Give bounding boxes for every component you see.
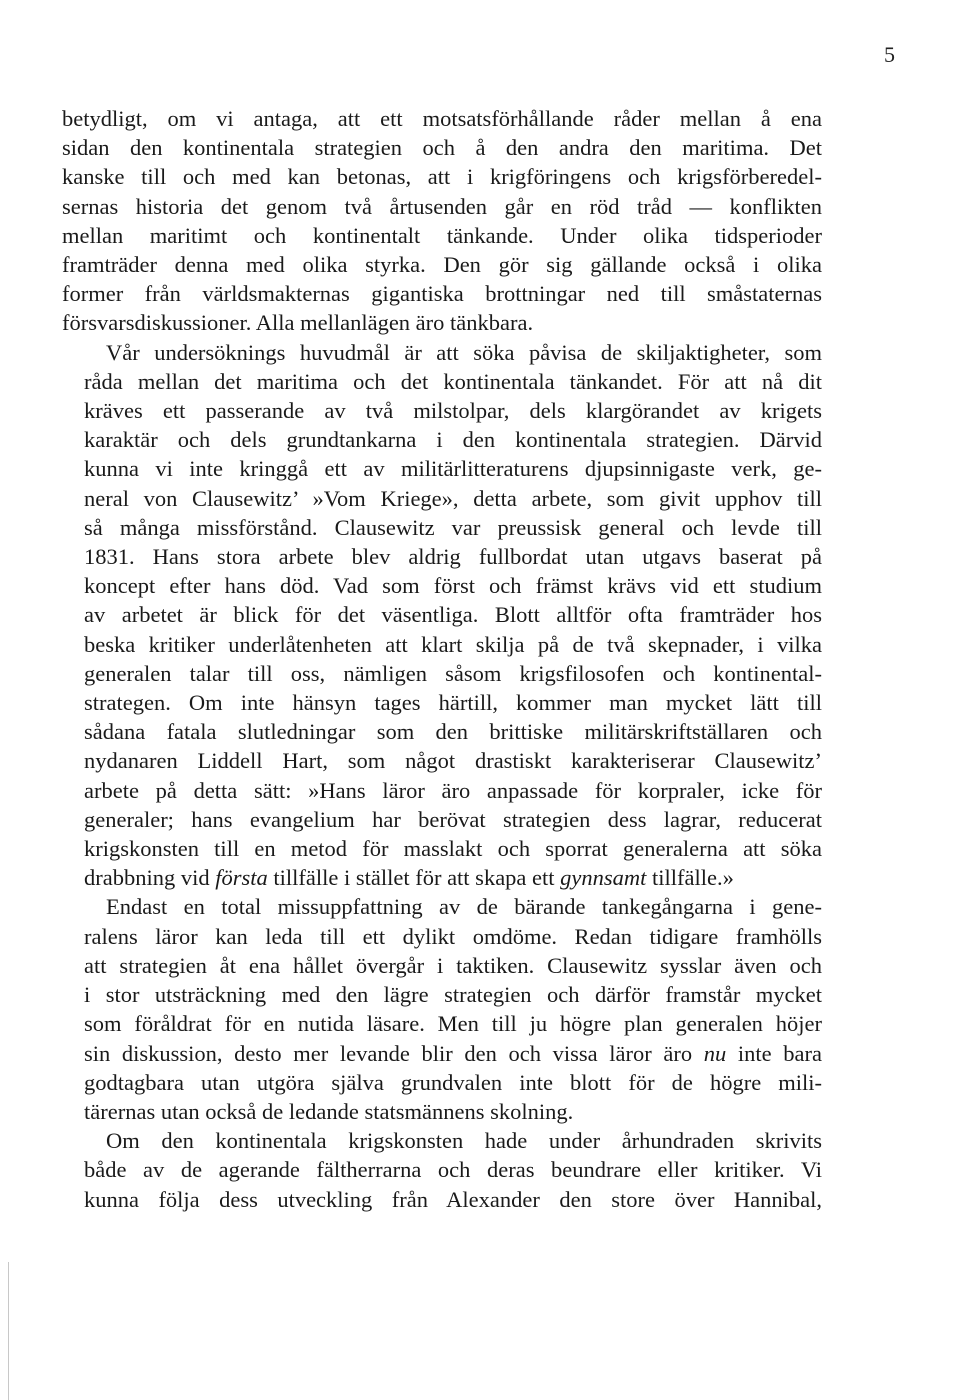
- scan-edge-mark: [8, 1262, 9, 1400]
- text-line: generalen talar till oss, nämligen såsom krigsfilosofen och kontinental-: [84, 660, 822, 686]
- text-line: att strategien åt ena hållet övergår i taktiken. Clausewitz sysslar även och: [84, 952, 822, 978]
- paragraph-3: [62, 892, 822, 1126]
- text-line: Om den kontinentala krigskonsten hade under århundraden skrivits: [106, 1128, 822, 1154]
- body-text: [62, 104, 822, 1214]
- text-line: kräves ett passerande av två milstolpar, dels klargörandet av krigets: [84, 398, 822, 424]
- paragraph-4: [62, 1126, 822, 1214]
- page-number: 5: [884, 42, 895, 67]
- text-line: råda mellan det maritima och det kontinentala tänkandet. För att nå dit: [84, 368, 822, 394]
- text-line: sådana fatala slutledningar som den brittiske militärskriftställaren och: [84, 719, 822, 745]
- text-line: sidan den kontinentala strategien och å den andra den maritima. Det: [62, 135, 822, 161]
- text-line: av arbetet är blick för det väsentliga. Blott alltför ofta framträder hos: [84, 602, 822, 628]
- text-line: betydligt, om vi antaga, att ett motsatsförhållande råder mellan å ena: [62, 106, 822, 131]
- text-line: 1831. Hans stora arbete blev aldrig fullbordat utan utgavs baserat på: [84, 544, 822, 570]
- text-line: beska kritiker underlåtenheten att klart skilja på de två skepnader, i vilka: [84, 631, 822, 657]
- text-line: krigskonsten till en metod för masslakt och sporrat generalerna att söka: [84, 836, 822, 862]
- text-line: tärernas utan också de ledande statsmännens skolning.: [84, 1098, 574, 1124]
- text-run: drabbning vid: [84, 865, 216, 891]
- text-line: koncept efter hans död. Vad som först och främst krävs vid ett studium: [84, 573, 822, 599]
- text-line: arbete på detta sätt: »Hans läror äro anpassade för korpraler, icke för: [84, 777, 822, 803]
- text-line: neral von Clausewitz’ »Vom Kriege», detta arbete, som givit upphov till: [84, 485, 822, 511]
- text-line: i stor utsträckning med den lägre strategien och därför framstår mycket: [84, 982, 822, 1008]
- text-line: nydanaren Liddell Hart, som något drastiskt karakteriserar Clausewitz’: [84, 748, 822, 774]
- text-line: former från världsmakternas gigantiska brottningar ned till småstaternas: [62, 281, 822, 307]
- text-line: Vår undersöknings huvudmål är att söka påvisa de skiljaktigheter, som: [106, 339, 822, 365]
- paragraph-1: [62, 104, 822, 338]
- text-line: mellan maritimt och kontinentalt tänkande. Under olika tidsperioder: [62, 222, 822, 248]
- text-line: både av de agerande fältherrarna och deras beundrare eller kritiker. Vi: [84, 1157, 822, 1183]
- text-line: så många missförstånd. Clausewitz var preussisk general och levde till: [84, 514, 822, 540]
- text-line: karaktär och dels grundtankarna i den kontinentala strategien. Därvid: [84, 427, 822, 453]
- text-line: som föråldrat för en nutida läsare. Men till ju högre plan generalen höjer: [84, 1011, 822, 1037]
- text-run: inte bara: [726, 1040, 822, 1066]
- text-line: strategen. Om inte hänsyn tages härtill, kommer man mycket lätt till: [84, 690, 822, 716]
- text-line: [62, 863, 822, 892]
- text-run: tillfälle i stället för att skapa ett: [267, 865, 561, 891]
- text-run: tillfälle.»: [646, 865, 734, 891]
- text-run: sin diskussion, desto mer levande blir den och vissa läror äro: [84, 1040, 704, 1066]
- paragraph-2: [62, 338, 822, 893]
- text-line: ralens läror kan leda till ett dylikt omdöme. Redan tidigare framhölls: [84, 923, 822, 949]
- text-line: Endast en total missuppfattning av de bärande tankegångarna i gene-: [106, 894, 822, 920]
- italic-word: nu: [703, 1040, 727, 1066]
- text-line: kanske till och med kan betonas, att i krigföringens och krigsförberedel-: [62, 164, 822, 190]
- text-line: kunna följa dess utveckling från Alexander den store över Hannibal,: [84, 1186, 822, 1212]
- italic-word: första: [215, 865, 268, 891]
- text-line: försvarsdiskussioner. Alla mellanlägen äro tänkbara.: [62, 310, 534, 336]
- text-line: framträder denna med olika styrka. Den gör sig gällande också i olika: [62, 252, 822, 278]
- text-line: sernas historia det genom två årtusenden går en röd tråd — konflikten: [62, 193, 822, 219]
- italic-word: gynnsamt: [560, 865, 647, 891]
- text-line: kunna vi inte kringgå ett av militärlitteraturens djupsinnigaste verk, ge-: [84, 456, 822, 482]
- text-line: [62, 1039, 822, 1068]
- text-line: generaler; hans evangelium har berövat strategien dess lagrar, reducerat: [84, 806, 822, 832]
- text-line: godtagbara utan utgöra själva grundvalen inte blott för de högre mili-: [84, 1069, 822, 1095]
